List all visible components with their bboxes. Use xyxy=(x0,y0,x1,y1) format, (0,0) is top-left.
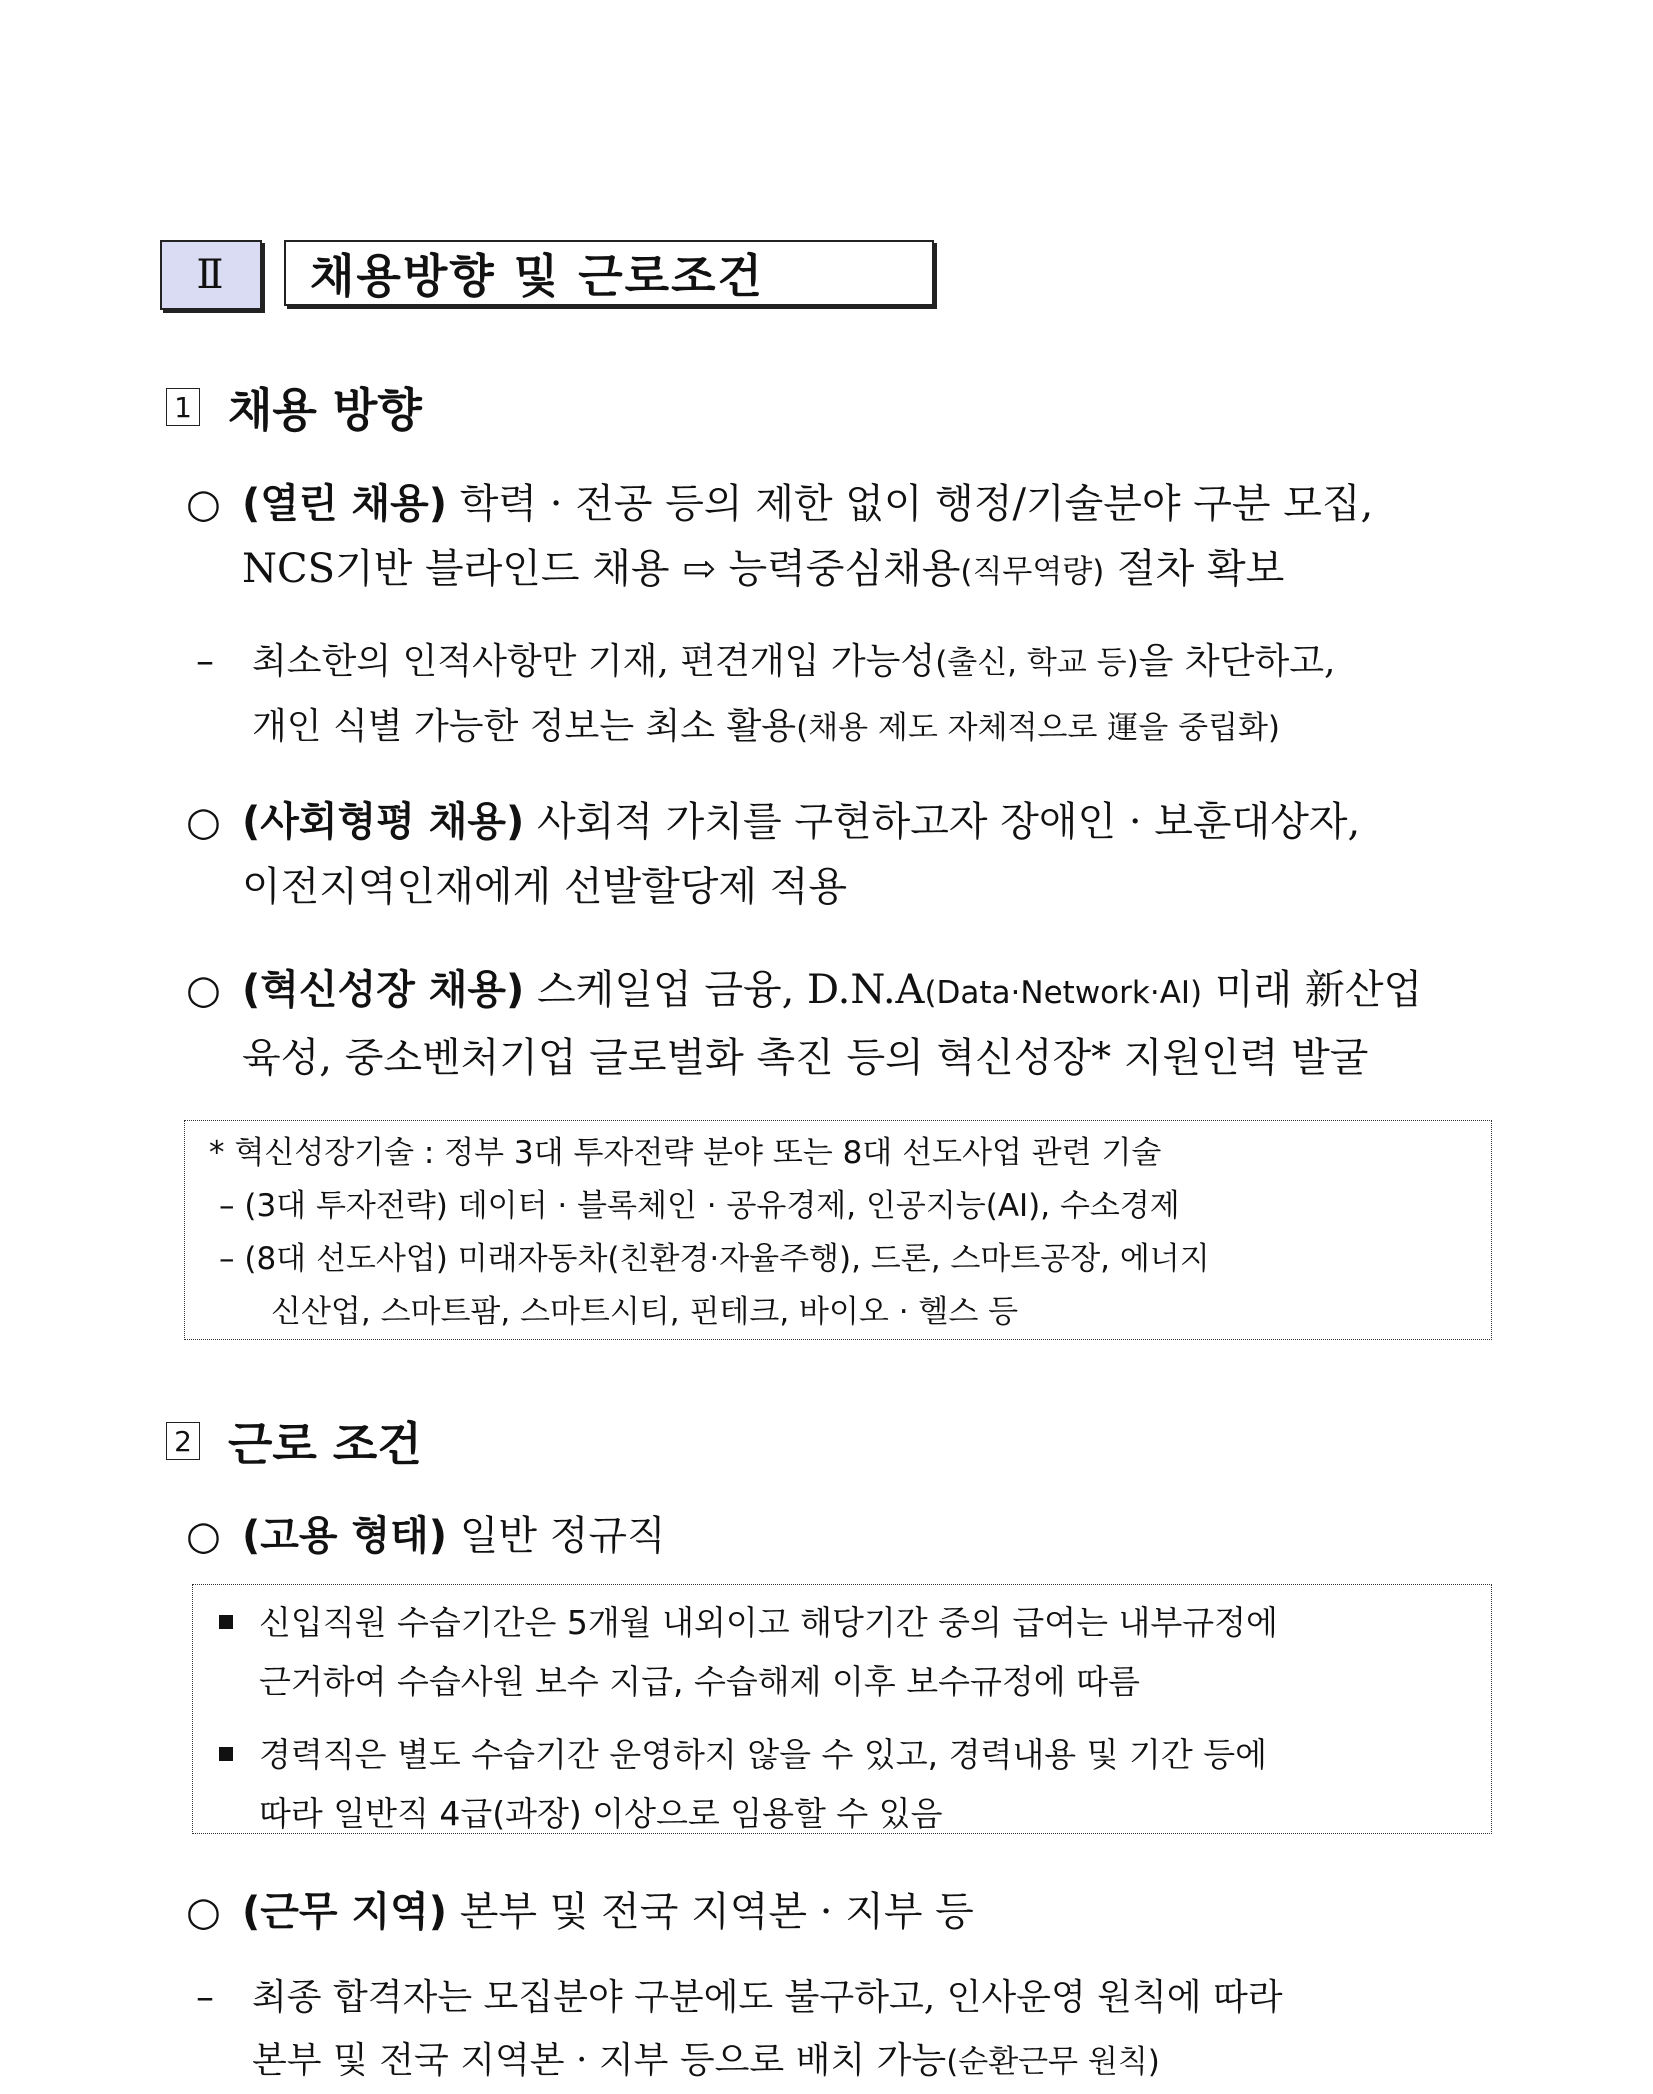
circle-bullet: ○ xyxy=(186,481,221,527)
circle-bullet: ○ xyxy=(186,1513,221,1559)
bullet-text: 육성, 중소벤처기업 글로벌화 촉진 등의 혁신성장* 지원인력 발굴 xyxy=(242,1035,1369,1081)
dash-item-minimal-info xyxy=(196,630,1496,760)
bullet-text: 본부 및 전국 지역본 · 지부 등 xyxy=(459,1889,974,1935)
note-item-continued xyxy=(219,1784,1491,1843)
circle-bullet: ○ xyxy=(186,1889,221,1935)
dash-item-assignment xyxy=(196,1966,1496,2094)
bullet-note: (직무역량) xyxy=(960,554,1105,590)
bullet-innovation-hiring xyxy=(186,958,1496,1091)
bullet-text: 이전지역인재에게 선발할당제 적용 xyxy=(242,864,848,910)
subsection-title: 채용 방향 xyxy=(228,383,422,437)
subsection-number: 1 xyxy=(166,388,200,426)
square-bullet-icon xyxy=(219,1747,233,1761)
bullet-label: (고용 형태) xyxy=(242,1513,448,1559)
dash-bullet: – xyxy=(196,641,214,682)
dash-text: 최소한의 인적사항만 기재, 편견개입 가능성 xyxy=(252,641,936,682)
dash-text: 을 차단하고, xyxy=(1138,641,1336,682)
subsection-title: 근로 조건 xyxy=(228,1417,422,1471)
note-text: 경력직은 별도 수습기간 운영하지 않을 수 있고, 경력내용 및 기간 등에 xyxy=(259,1735,1267,1774)
note-text: 근거하여 수습사원 보수 지급, 수습해제 이후 보수규정에 따름 xyxy=(259,1662,1140,1701)
square-bullet-icon xyxy=(219,1615,233,1629)
bullet-open-hiring xyxy=(186,472,1496,605)
note-item-continued xyxy=(219,1652,1491,1711)
note-line: – (3대 투자전략) 데이터 · 블록체인 · 공유경제, 인공지능(AI), 수소경제 xyxy=(219,1188,1180,1224)
bullet-text: 절차 확보 xyxy=(1117,546,1285,592)
bullet-label: (사회형평 채용) xyxy=(242,799,525,845)
section-title: 채용방향 및 근로조건 xyxy=(284,240,934,306)
note-text: 신입직원 수습기간은 5개월 내외이고 해당기간 중의 급여는 내부규정에 xyxy=(259,1603,1278,1642)
section-number: Ⅱ xyxy=(160,240,262,310)
probation-note-box xyxy=(192,1584,1492,1834)
note-line: 신산업, 스마트팜, 스마트시티, 핀테크, 바이오 · 헬스 등 xyxy=(271,1294,1019,1330)
bullet-employment-type xyxy=(186,1504,1496,1569)
dash-text: 본부 및 전국 지역본 · 지부 등으로 배치 가능 xyxy=(252,2040,947,2081)
innovation-tech-note-box xyxy=(184,1120,1492,1340)
note-line: – (8대 선도사업) 미래자동차(친환경·자율주행), 드론, 스마트공장, 에너지 xyxy=(219,1241,1210,1277)
bullet-label: (열린 채용) xyxy=(242,481,448,527)
subsection-heading-1 xyxy=(166,374,422,440)
bullet-work-location xyxy=(186,1880,1496,1945)
bullet-text: 미래 新산업 xyxy=(1214,967,1423,1013)
bullet-label: (근무 지역) xyxy=(242,1889,448,1935)
note-item xyxy=(219,1593,1491,1652)
dash-text: 최종 합격자는 모집분야 구분에도 불구하고, 인사운영 원칙에 따라 xyxy=(252,1977,1283,2018)
bullet-label: (혁신성장 채용) xyxy=(242,967,525,1013)
dash-note: (출신, 학교 등) xyxy=(935,645,1139,681)
note-item xyxy=(219,1725,1491,1784)
note-line: * 혁신성장기술 : 정부 3대 투자전략 분야 또는 8대 선도사업 관련 기술 xyxy=(209,1135,1162,1171)
bullet-text: NCS기반 블라인드 채용 ⇨ 능력중심채용 xyxy=(242,546,961,592)
dash-bullet: – xyxy=(196,1977,214,2018)
bullet-text: 학력 · 전공 등의 제한 없이 행정/기술분야 구분 모집, xyxy=(459,481,1374,527)
bullet-text: 스케일업 금융, D.N.A xyxy=(537,967,925,1013)
dash-note: (순환근무 원칙) xyxy=(946,2044,1160,2080)
circle-bullet: ○ xyxy=(186,799,221,845)
bullet-text: 사회적 가치를 구현하고자 장애인 · 보훈대상자, xyxy=(537,799,1361,845)
dash-text: 개인 식별 가능한 정보는 최소 활용 xyxy=(252,706,797,747)
subsection-number: 2 xyxy=(166,1422,200,1460)
dash-note: (채용 제도 자체적으로 運을 중립화) xyxy=(796,710,1280,746)
bullet-social-equity-hiring xyxy=(186,790,1496,920)
circle-bullet: ○ xyxy=(186,967,221,1013)
bullet-text: 일반 정규직 xyxy=(459,1513,666,1559)
bullet-note: (Data·Network·AI) xyxy=(924,975,1203,1011)
subsection-heading-2 xyxy=(166,1408,422,1474)
note-text: 따라 일반직 4급(과장) 이상으로 임용할 수 있음 xyxy=(259,1794,943,1833)
